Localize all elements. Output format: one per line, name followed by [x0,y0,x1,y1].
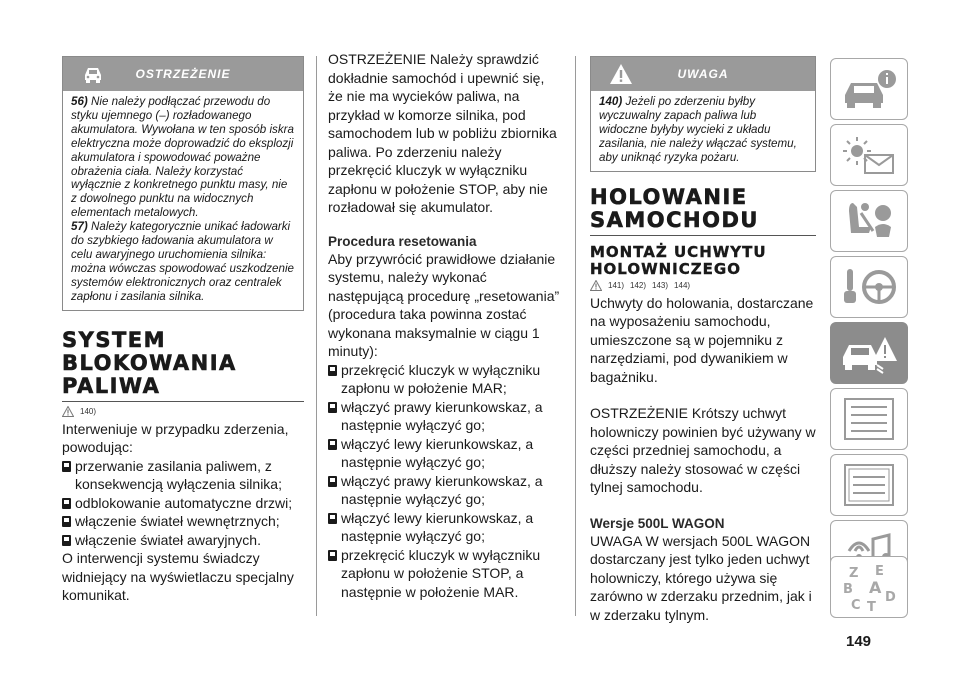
list-item-text: włączyć prawy kierunkowskaz, a następnie wyłączyć go; [341,398,543,433]
warning-box-body [63,91,303,310]
chapter-tab-technical-data[interactable] [830,454,908,516]
breakdown-car-icon [839,329,899,377]
list-item-text: włączenie świateł awaryjnych. [75,531,261,548]
list-item-text: włączyć prawy kierunkowskaz, a następnie wyłączyć go; [341,472,543,507]
warning-item [71,220,295,303]
paragraph: UWAGA W wersjach 500L WAGON dostarczany jest tylko jeden uchwyt holowniczy, którego używa się zarówno w zderzaku przednim, jak i w zderzaku tylnym. [590,532,812,623]
index-letter: A [869,578,882,597]
column-3 [590,56,816,624]
list-item [328,398,562,435]
maintenance-list-icon [839,395,899,443]
paragraph: Interweniuje w przypadku zderzenia, powodując: [62,420,289,456]
key-steering-wheel-icon [839,263,899,311]
column-divider-1 [316,56,317,616]
paragraph: OSTRZEŻENIE Należy sprawdzić dokładnie samochód i upewnić się, że nie ma wycieków paliwa, na przykład w komorze silnika, pod samochodem lub w pobliżu zbiornika paliwa. Po zderzeniu należy przekręcić kluczyk w wyłączniku zapłonu w położenie STOP, aby nie rozładował się akumulator. [328,51,557,215]
reference-number: 144) [674,280,691,290]
bullet-icon [62,516,71,527]
column-1 [62,56,304,605]
technical-data-icon [839,461,899,509]
chapter-tab-starting-driving[interactable] [830,256,908,318]
section-heading-line: PALIWA [62,373,161,398]
list-item [328,361,562,398]
list-item-text: odblokowanie automatyczne drzwi; [75,494,293,511]
caution-box-body [591,91,815,171]
chapter-tab-emergency[interactable] [830,322,908,384]
chapter-tab-warning-lights[interactable] [830,124,908,186]
reference-list [62,406,304,418]
warning-item-number: 57) [71,220,88,234]
bullet-icon [328,550,337,561]
caution-box-header [591,57,815,91]
caution-item-text: Jeżeli po zderzeniu byłby wyczuwalny zapach paliwa lub widoczne byłyby wycieki z układu zasilania, nie należy włączać systemu, aby uniknąć ryzyka pożaru. [599,95,797,164]
bullet-icon [62,535,71,546]
warning-triangle-icon [590,280,602,291]
section-heading [62,329,304,398]
section-heading-line: SYSTEM [62,327,167,352]
bullet-icon [62,498,71,509]
list-item-text: przerwanie zasilania paliwem, z konsekwencją wyłączenia silnika; [75,457,282,493]
list-item [328,546,562,602]
paragraph: Aby przywrócić prawidłowe działanie systemu, należy wykonać następującą procedurę „resetowania” (procedura taka powinna zostać wykonana maksymalnie w ciągu 1 minuty): [328,250,560,359]
heading-rule [590,235,816,236]
bullet-icon [328,365,337,376]
column-divider-2 [575,56,576,616]
subsection-heading [590,244,816,278]
section-heading-line: HOLOWANIE [590,184,748,209]
reference-number: 141) [608,280,625,290]
warning-box [62,56,304,311]
index-letter: B [843,582,853,597]
chapter-tab-maintenance[interactable] [830,388,908,450]
bullet-icon [328,402,337,413]
caution-box [590,56,816,172]
subsection-heading-line: MONTAŻ UCHWYTU [590,242,767,261]
warning-box-title: OSTRZEŻENIE [135,67,231,81]
reference-number: 140) [80,406,97,416]
warning-item-text: Należy kategorycznie unikać ładowarki do szybkiego ładowania akumulatora w celu awaryjnego uruchomienia silnika: można wówczas spowodować uszkodzenie systemów elektronicznych oraz centralek zapłonu i zasilania silnika. [71,220,294,303]
heading-rule [62,401,304,402]
section-heading [590,186,816,232]
list-item [62,457,304,494]
reference-list [590,280,816,292]
subsection-heading: Procedura resetowania [328,233,477,249]
reference-number: 142) [630,280,647,290]
paragraph: O interwencji systemu świadczy widniejący na wyświetlaczu specjalny komunikat. [62,550,294,604]
chapter-tab-safety[interactable] [830,190,908,252]
index-letter: E [875,564,884,579]
seat-airbag-icon [839,197,899,245]
subsection-heading: Wersje 500L WAGON [590,515,725,531]
list-item-text: włączyć lewy kierunkowskaz, a następnie wyłączyć go; [341,435,534,470]
page-number: 149 [846,633,872,650]
bullet-icon [328,513,337,524]
warning-item-text: Nie należy podłączać przewodu do styku ujemnego (–) rozładowanego akumulatora. Wywołana w ten sposób iskra elektryczna może doprowadzić do eksplozji akumulatora i spowodować poważne obrażenia ciała. Należy korzystać wyłącznie z konkretnego punktu masy, nie z dowolnego punktu na widocznych elementach metalowych. [71,95,294,220]
section-heading-line: BLOKOWANIA [62,350,237,375]
index-letter: T [867,600,876,613]
list-item [62,494,304,513]
car-info-icon [839,65,899,113]
caution-item-number: 140) [599,95,623,108]
bullet-icon [328,439,337,450]
warning-triangle-icon [62,406,74,417]
warning-item [71,95,295,220]
warning-item-number: 56) [71,95,88,108]
warning-box-header [63,57,303,91]
warning-lights-message-icon [839,131,899,179]
list-item [328,509,562,546]
alphabetical-index-icon [839,561,899,613]
index-letter: Z [849,566,859,581]
bullet-icon [62,461,71,472]
paragraph: OSTRZEŻENIE Krótszy uchwyt holowniczy powinien być używany w części przedniej samochodu, a dłuższy należy stosować w części tylnej samochodu. [590,405,816,496]
paragraph: Uchwyty do holowania, dostarczane na wyposażeniu samochodu, umieszczone są w pojemniku z narzędziami, pod dywanikiem w bagażniku. [590,294,814,385]
bullet-icon [328,476,337,487]
list-item [62,512,304,531]
reference-number: 143) [652,280,669,290]
list-item [328,472,562,509]
section-heading-line: SAMOCHODU [590,207,759,232]
list-item-text: włączyć lewy kierunkowskaz, a następnie wyłączyć go; [341,509,534,544]
subsection-heading-line: HOLOWNICZEGO [590,259,741,278]
column-2 [328,50,562,601]
list-item-text: włączenie świateł wewnętrznych; [75,513,280,530]
chapter-tab-car-info[interactable] [830,58,908,120]
list-item-text: przekręcić kluczyk w wyłączniku zapłonu w położenie STOP, a następnie w położenie MAR. [341,546,541,600]
list-item [62,531,304,550]
chapter-tab-index[interactable] [830,556,908,618]
list-item [328,435,562,472]
caution-box-title: UWAGA [677,67,729,81]
caution-item [599,95,807,165]
index-letter: D [885,590,896,605]
index-letter: C [851,598,861,613]
list-item-text: przekręcić kluczyk w wyłączniku zapłonu w położenie MAR; [341,361,541,396]
